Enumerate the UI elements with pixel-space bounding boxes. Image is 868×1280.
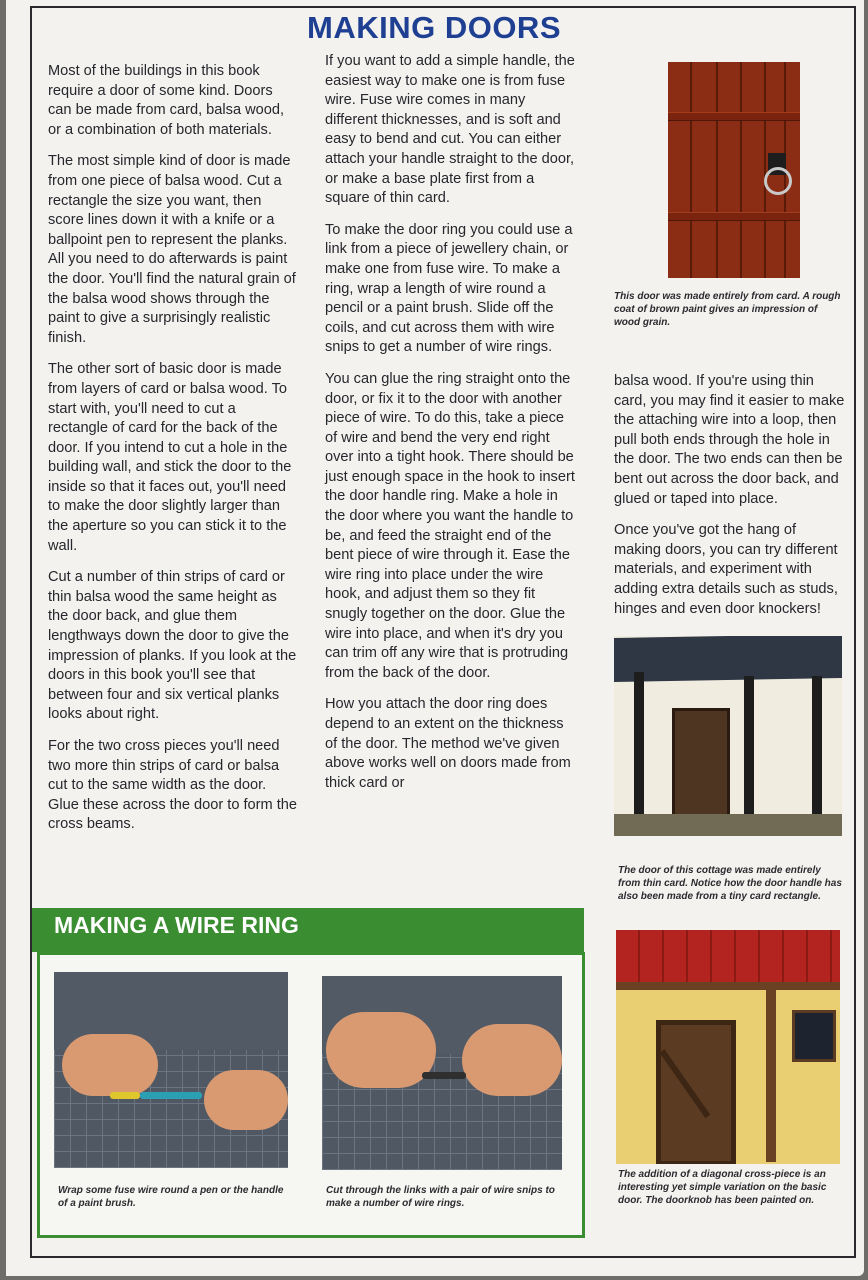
caption-wrap-wire: Wrap some fuse wire round a pen or the handle of a paint brush. (58, 1185, 284, 1209)
paragraph: The most simple kind of door is made from one piece of balsa wood. Cut a rectangle the size you want, then score lines down it with a knife or a ballpoint pen to represent the planks. All you need to do afterwards is paint the door. You'll find the natural grain of the balsa wood shows through the paint to give a surprisingly realistic finish. (48, 153, 296, 346)
paragraph: How you attach the door ring does depend to an extent on the thickness of the door. The method we've given above works well on doors made from thick card or (325, 696, 571, 791)
caption-cottage-door: The door of this cottage was made entirely from thin card. Notice how the door handle has also been made from a tiny card rectangle. (618, 865, 842, 902)
paragraph: Cut a number of thin strips of card or thin balsa wood the same height as the door back, and glue them lengthways down the door to give the impression of planks. If you look at the doors in this book you'll see that between four and six vertical planks looks about right. (48, 569, 297, 723)
page-title: MAKING DOORS (307, 10, 561, 45)
paragraph: Most of the buildings in this book require a door of some kind. Doors can be made from card, balsa wood, or a combination of both materials. (48, 63, 285, 138)
photo-cottage-door (614, 636, 842, 836)
paragraph: For the two cross pieces you'll need two more thin strips of card or balsa cut to the same width as the door. Glue these across the door to form the cross beams. (48, 738, 298, 833)
column-middle (325, 52, 577, 805)
paragraph: If you want to add a simple handle, the easiest way to make one is from fuse wire. Fuse wire comes in many different thicknesses, and is soft and easy to bend and cut. You can either attach your handle straight to the door, or make a base plate first from a square of thin card. (325, 53, 575, 207)
paragraph: Once you've got the hang of making doors, you can try different materials, and experiment with adding extra details such as studs, hinges and even door knockers! (614, 522, 838, 617)
photo-cut-wire (322, 976, 562, 1170)
photo-diagonal-door (616, 930, 840, 1164)
paragraph: To make the door ring you could use a link from a piece of jewellery chain, or make one from fuse wire. To make a ring, wrap a length of wire round a pencil or a paint brush. Slide off the coils, and cut across them with wire snips to get a number of wire rings. (325, 221, 573, 356)
section-title: MAKING A WIRE RING (54, 912, 299, 938)
photo-wrap-wire (54, 972, 288, 1168)
caption-diagonal-door: The addition of a diagonal cross-piece is an interesting yet simple variation on the basic door. The doorknob has been painted on. (618, 1169, 827, 1206)
paragraph: balsa wood. If you're using thin card, you may find it easier to make the attaching wire into a loop, then pull both ends through the hole in the door. The two ends can then be bent out across the door back, and glued or taped into place. (614, 373, 845, 507)
paragraph: The other sort of basic door is made from layers of card or balsa wood. To start with, you'll need to cut a rectangle of card for the back of the door. If you intend to cut a hole in the building wall, and stick the door to the inside so that it faces out, you'll need to make the door slightly larger than the aperture so you can stick it to the wall. (48, 361, 292, 554)
caption-cut-wire: Cut through the links with a pair of wire snips to make a number of wire rings. (326, 1185, 555, 1209)
column-left (48, 62, 298, 847)
column-right (614, 372, 846, 631)
door-ring (764, 167, 792, 195)
paragraph: You can glue the ring straight onto the door, or fix it to the door with another piece of wire. To do this, take a piece of wire and bend the very end right over into a tight hook. There should be just enough space in the hook to insert the door handle ring. Make a hole in the door where you want the handle to be, and feed the straight end of the bent piece of wire through it. Ease the wire ring into place under the wire hook, and adjust them so they fit snugly together on the door. Glue the wire into place, and when it's dry you can trim off any wire that is protruding from the back of the door. (325, 370, 575, 681)
caption-card-door: This door was made entirely from card. A rough coat of brown paint gives an impression of wood grain. (614, 291, 841, 328)
